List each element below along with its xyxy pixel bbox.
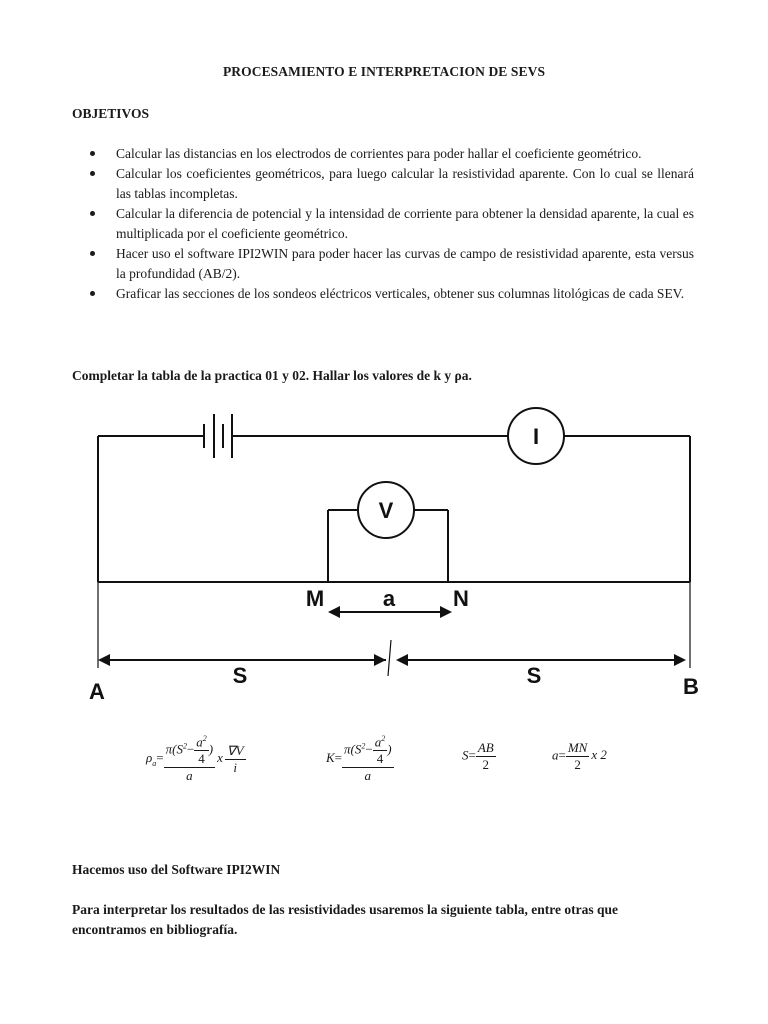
electrode-a-label: A <box>89 679 105 704</box>
bullet-icon <box>90 251 95 256</box>
instruction-text: Completar la tabla de la practica 01 y 02. Hallar los valores de k y ρa. <box>72 368 472 383</box>
k-fraction: $\pi(S^2-$ $\frac{a^2}{4}$ ) a <box>344 734 392 784</box>
ammeter-label: I <box>532 424 540 449</box>
interpret-paragraph: Para interpretar los resultados de las resistividades usaremos la siguiente tabla, entre otras que encontramos en bibliografía. <box>72 902 618 937</box>
arrowhead <box>374 654 386 666</box>
objectives-list <box>72 144 694 304</box>
page-title: PROCESAMIENTO E INTERPRETACION DE SEVS <box>222 64 546 79</box>
s-formula: S= $\frac{AB}{2}$ <box>462 740 494 772</box>
software-heading: Hacemos uso del Software IPI2WIN <box>72 862 281 877</box>
objective-item: Calcular la diferencia de potencial y la intensidad de corriente para obtener la densidad aparente, la cual es multiplicada por el coeficiente geométrico. <box>72 204 694 244</box>
arrowhead <box>328 606 340 618</box>
arrowhead <box>440 606 452 618</box>
arrowheads <box>98 606 686 666</box>
s-left-label: S <box>232 663 248 688</box>
rho-fraction: $\pi(S^2-$ $\frac{a^2}{4}$ ) a <box>165 734 214 784</box>
rho-formula: $\rho_a=$ $\pi(S^2-$ $\frac{a^2}{4}$ ) a x $\frac{\nabla V}{i}$ <box>146 734 244 784</box>
s-right-label: S <box>526 663 542 688</box>
electrode-b-label: B <box>683 674 699 699</box>
objective-item: Calcular los coeficientes geométricos, para luego calcular la resistividad aparente. Con lo cual se llenará las tablas incompletas. <box>72 164 694 204</box>
arrowhead <box>98 654 110 666</box>
objectives-heading: OBJETIVOS <box>72 106 150 121</box>
arrowhead <box>396 654 408 666</box>
objective-item: Graficar las secciones de los sondeos eléctricos verticales, obtener sus columnas litológicas de cada SEV. <box>72 284 694 304</box>
voltmeter-label: V <box>378 498 394 523</box>
tick-center <box>388 640 391 676</box>
objective-item: Calcular las distancias en los electrodos de corrientes para poder hallar el coeficiente geométrico. <box>72 144 694 164</box>
bullet-icon <box>90 151 95 156</box>
bullet-icon <box>90 291 95 296</box>
spacing-a-label: a <box>382 586 396 611</box>
electrode-n-label: N <box>453 586 469 611</box>
k-formula: K= $\pi(S^2-$ $\frac{a^2}{4}$ ) a <box>326 734 392 784</box>
electrode-array-diagram <box>80 400 720 710</box>
electrode-m-label: M <box>305 586 325 611</box>
bullet-icon <box>90 171 95 176</box>
arrowhead <box>674 654 686 666</box>
a-formula: a= $\frac{MN}{2}$ x 2 <box>552 740 607 772</box>
formulas-block <box>0 726 768 806</box>
bullet-icon <box>90 211 95 216</box>
objective-item: Hacer uso el software IPI2WIN para poder hacer las curvas de campo de resistividad aparente, esta versus la profundidad (AB/2). <box>72 244 694 284</box>
